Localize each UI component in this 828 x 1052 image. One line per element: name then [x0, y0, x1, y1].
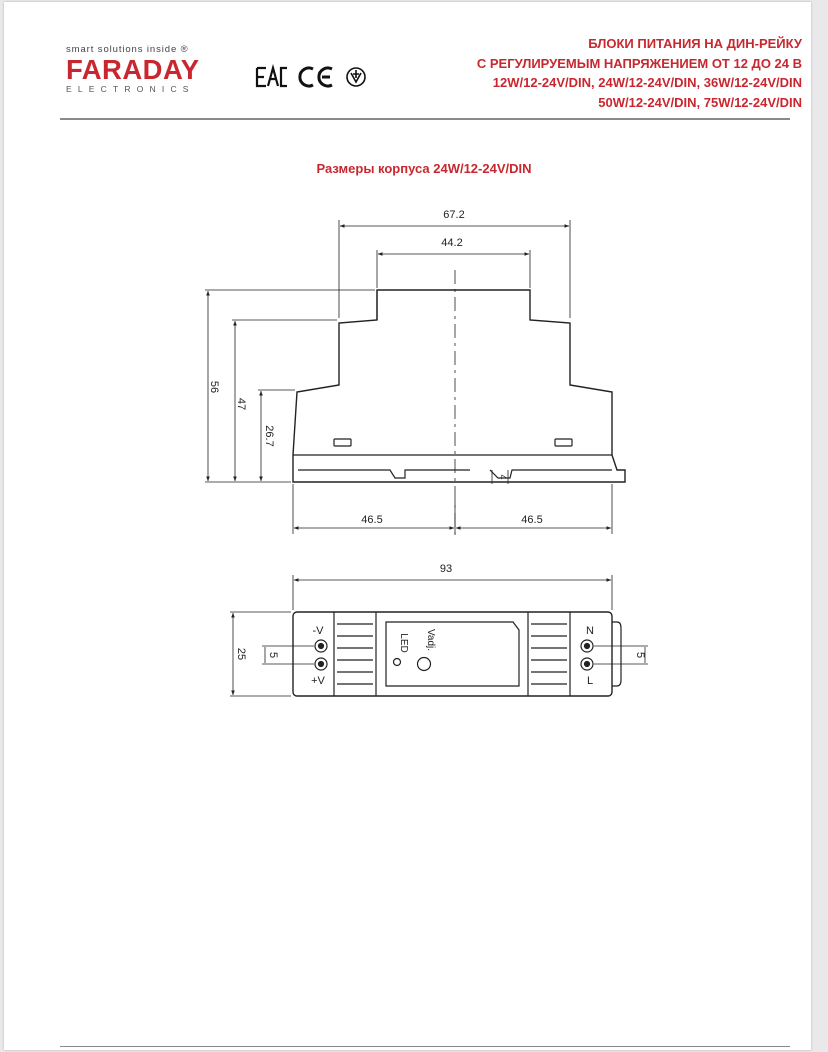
document-page	[4, 2, 811, 1050]
header-line-3: 12W/12-24V/DIN, 24W/12-24V/DIN, 36W/12-24V/DIN	[492, 75, 802, 90]
header-line-1: БЛОКИ ПИТАНИЯ НА ДИН-РЕЙКУ	[588, 36, 802, 51]
header-line-2: С РЕГУЛИРУЕМЫМ НАПРЯЖЕНИЕМ ОТ 12 ДО 24 В	[476, 55, 802, 71]
dim-93: 93	[439, 563, 453, 575]
label-minus-v: -V	[312, 625, 324, 637]
label-n: N	[586, 625, 594, 637]
dim-67-2: 67.2	[443, 209, 465, 221]
dim-46-5-right: 46.5	[521, 514, 543, 526]
dim-5-left: 5	[267, 651, 279, 659]
label-plus-v: +V	[311, 675, 325, 687]
earth-mark-icon	[347, 68, 365, 86]
label-l: L	[586, 675, 594, 687]
dim-4: 4	[498, 474, 508, 480]
logo-brand: FARADAY	[66, 54, 200, 85]
ce-mark-icon	[300, 68, 332, 86]
logo-subtitle: ELECTRONICS	[66, 84, 195, 94]
label-vadj: Vadj.	[425, 628, 436, 652]
certification-marks	[255, 64, 370, 92]
logo-tagline: smart solutions inside ®	[66, 44, 189, 55]
dim-26-7: 26.7	[263, 425, 275, 447]
header-divider	[60, 118, 790, 120]
header-title	[382, 34, 802, 112]
footer-divider	[60, 1046, 790, 1047]
dim-44-2: 44.2	[441, 237, 463, 249]
header-line-4: 50W/12-24V/DIN, 75W/12-24V/DIN	[598, 94, 802, 110]
label-led: LED	[398, 633, 409, 653]
dim-56: 56	[208, 380, 220, 394]
dim-25: 25	[235, 647, 247, 661]
eac-mark-icon	[257, 68, 287, 86]
faraday-logo	[66, 44, 236, 94]
dim-46-5-left: 46.5	[361, 514, 383, 526]
dim-47: 47	[235, 397, 247, 411]
dim-5-right: 5	[634, 651, 646, 659]
drawing-caption: Размеры корпуса 24W/12-24V/DIN	[316, 161, 532, 176]
